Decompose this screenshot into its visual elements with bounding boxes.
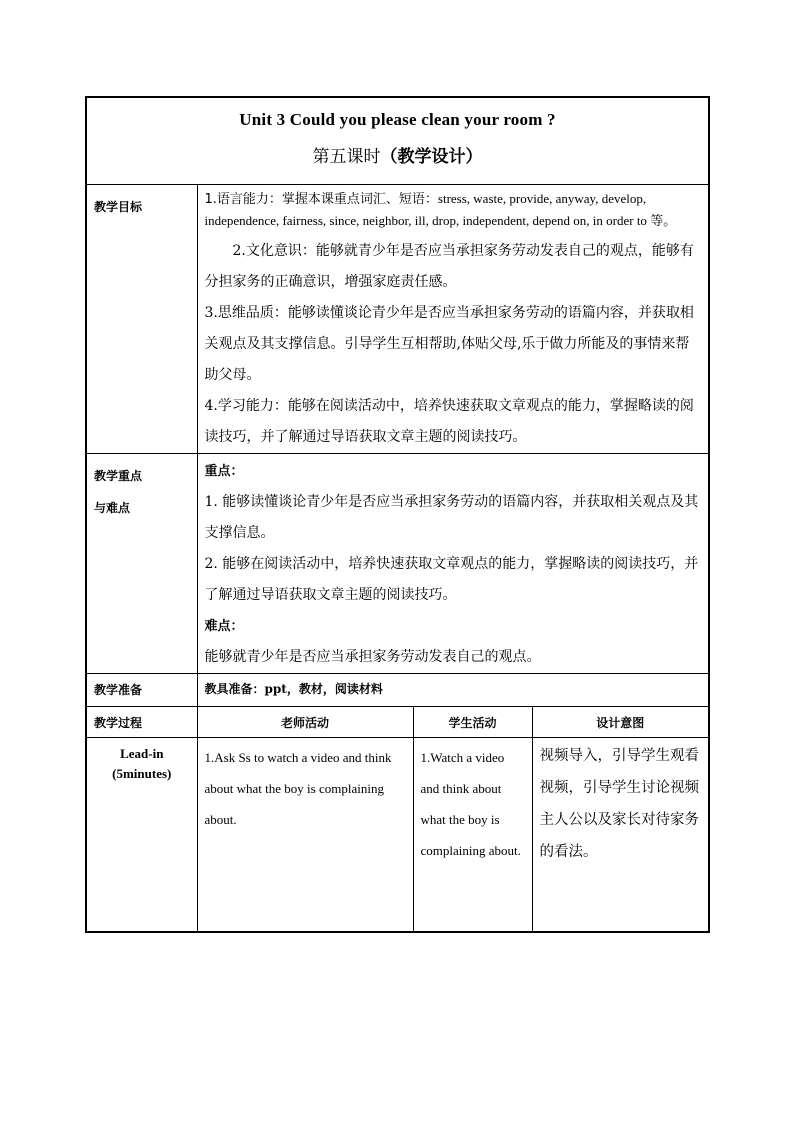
key-points-label: 教学重点 与难点 (86, 454, 197, 674)
title-cell (86, 97, 709, 185)
objectives-content (197, 185, 709, 454)
header-process: 教学过程 (86, 707, 197, 738)
design-intent: 视频导入，引导学生观看视频，引导学生讨论视频主人公以及家长对待家务的看法。 (532, 738, 709, 932)
lesson-plan-table (85, 96, 710, 933)
header-student: 学生活动 (413, 707, 532, 738)
preparation-row (86, 674, 709, 707)
objectives-label: 教学目标 (86, 185, 197, 454)
process-header-row (86, 707, 709, 738)
difficulty-item: 能够就青少年是否应当承担家务劳动发表自己的观点。 (204, 649, 541, 665)
title-row (86, 97, 709, 185)
phase-lead-in: Lead-in (5minutes) (86, 738, 197, 932)
title-chinese-bold: （教学设计） (380, 147, 483, 167)
preparation-content: 教具准备：ppt，教材，阅读材料 (197, 674, 709, 707)
difficulty-title: 难点： (204, 619, 244, 634)
focus-title: 重点： (204, 464, 244, 479)
key-points-row (86, 454, 709, 674)
lead-in-row (86, 738, 709, 932)
preparation-label: 教学准备 (86, 674, 197, 707)
objective-1: 1.语言能力：掌握本课重点词汇、短语：stress, waste, provide, anyway, develop, independence, fairness, since, neighbor, ill, drop, independent, depend on, in order to 等。 (204, 191, 677, 229)
teacher-activity: 1.Ask Ss to watch a video and think about what the boy is complaining about. (197, 738, 413, 932)
focus-item-2: 2. 能够在阅读活动中，培养快速获取文章观点的能力，掌握略读的阅读技巧，并了解通过导语获取文章主题的阅读技巧。 (204, 556, 699, 603)
objective-2: 2.文化意识：能够就青少年是否应当承担家务劳动发表自己的观点，能够有分担家务的正确意识，增强家庭责任感。 (204, 243, 694, 290)
objective-4: 4.学习能力：能够在阅读活动中，培养快速获取文章观点的能力，掌握略读的阅读技巧，并了解通过导语获取文章主题的阅读技巧。 (204, 398, 694, 445)
title-chinese-prefix: 第五课时 (312, 147, 381, 167)
focus-item-1: 1. 能够读懂谈论青少年是否应当承担家务劳动的语篇内容，并获取相关观点及其支撑信息。 (204, 494, 699, 541)
title-english: Unit 3 Could you please clean your room ? (239, 110, 556, 129)
student-activity: 1.Watch a video and think about what the boy is complaining about. (413, 738, 532, 932)
objective-3: 3.思维品质：能够读懂谈论青少年是否应当承担家务劳动的语篇内容，并获取相关观点及其支撑信息。引导学生互相帮助,体贴父母,乐于做力所能及的事情来帮助父母。 (204, 305, 694, 383)
header-intent: 设计意图 (532, 707, 709, 738)
title-chinese (87, 142, 708, 167)
objectives-row (86, 185, 709, 454)
header-teacher: 老师活动 (197, 707, 413, 738)
key-points-content (197, 454, 709, 674)
